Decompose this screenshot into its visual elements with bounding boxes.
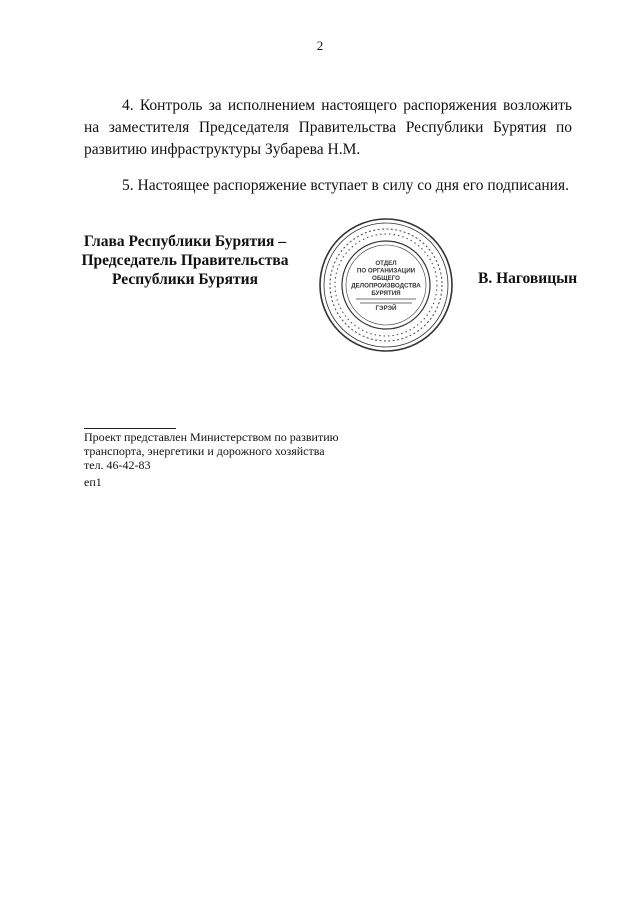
seal-icon: [316, 215, 456, 355]
footnote: [84, 430, 339, 472]
signer-title-line-2: Председатель Правительства: [81, 252, 289, 269]
paragraph-4: 4. Контроль за исполнением настоящего распоряжения возложить на заместителя Председателя Правительства Республики Бурятия по развитию инфраструктуры Зубарева Н.М.: [84, 97, 572, 158]
seal-line-2: ПО ОРГАНИЗАЦИИ: [356, 267, 416, 275]
seal-line-4: ДЕЛОПРОИЗВОДСТВА: [351, 282, 421, 290]
seal-line-3: ОБЩЕГО: [372, 275, 400, 282]
signer-title: [70, 232, 300, 289]
footnote-line-2: транспорта, энергетики и дорожного хозяйства: [84, 444, 325, 458]
signer-title-line-3: Республики Бурятия: [112, 271, 258, 288]
seal-line-6: ГЭРЭЙ: [375, 305, 397, 312]
document-code: еп1: [84, 475, 102, 489]
footnote-divider: [84, 428, 176, 429]
seal-line-5: БУРЯТИЯ: [371, 290, 401, 297]
seal-line-1: ОТДЕЛ: [375, 260, 397, 267]
footnote-line-3: тел. 46-42-83: [84, 458, 151, 472]
paragraph-5: 5. Настоящее распоряжение вступает в силу со дня его подписания.: [122, 177, 569, 194]
signer-title-line-1: Глава Республики Бурятия –: [83, 233, 287, 250]
footnote-line-1: Проект представлен Министерством по развитию: [84, 430, 339, 444]
page-number: 2: [316, 38, 324, 53]
signer-name: В. Наговицын: [478, 270, 578, 287]
official-seal: [316, 215, 456, 355]
